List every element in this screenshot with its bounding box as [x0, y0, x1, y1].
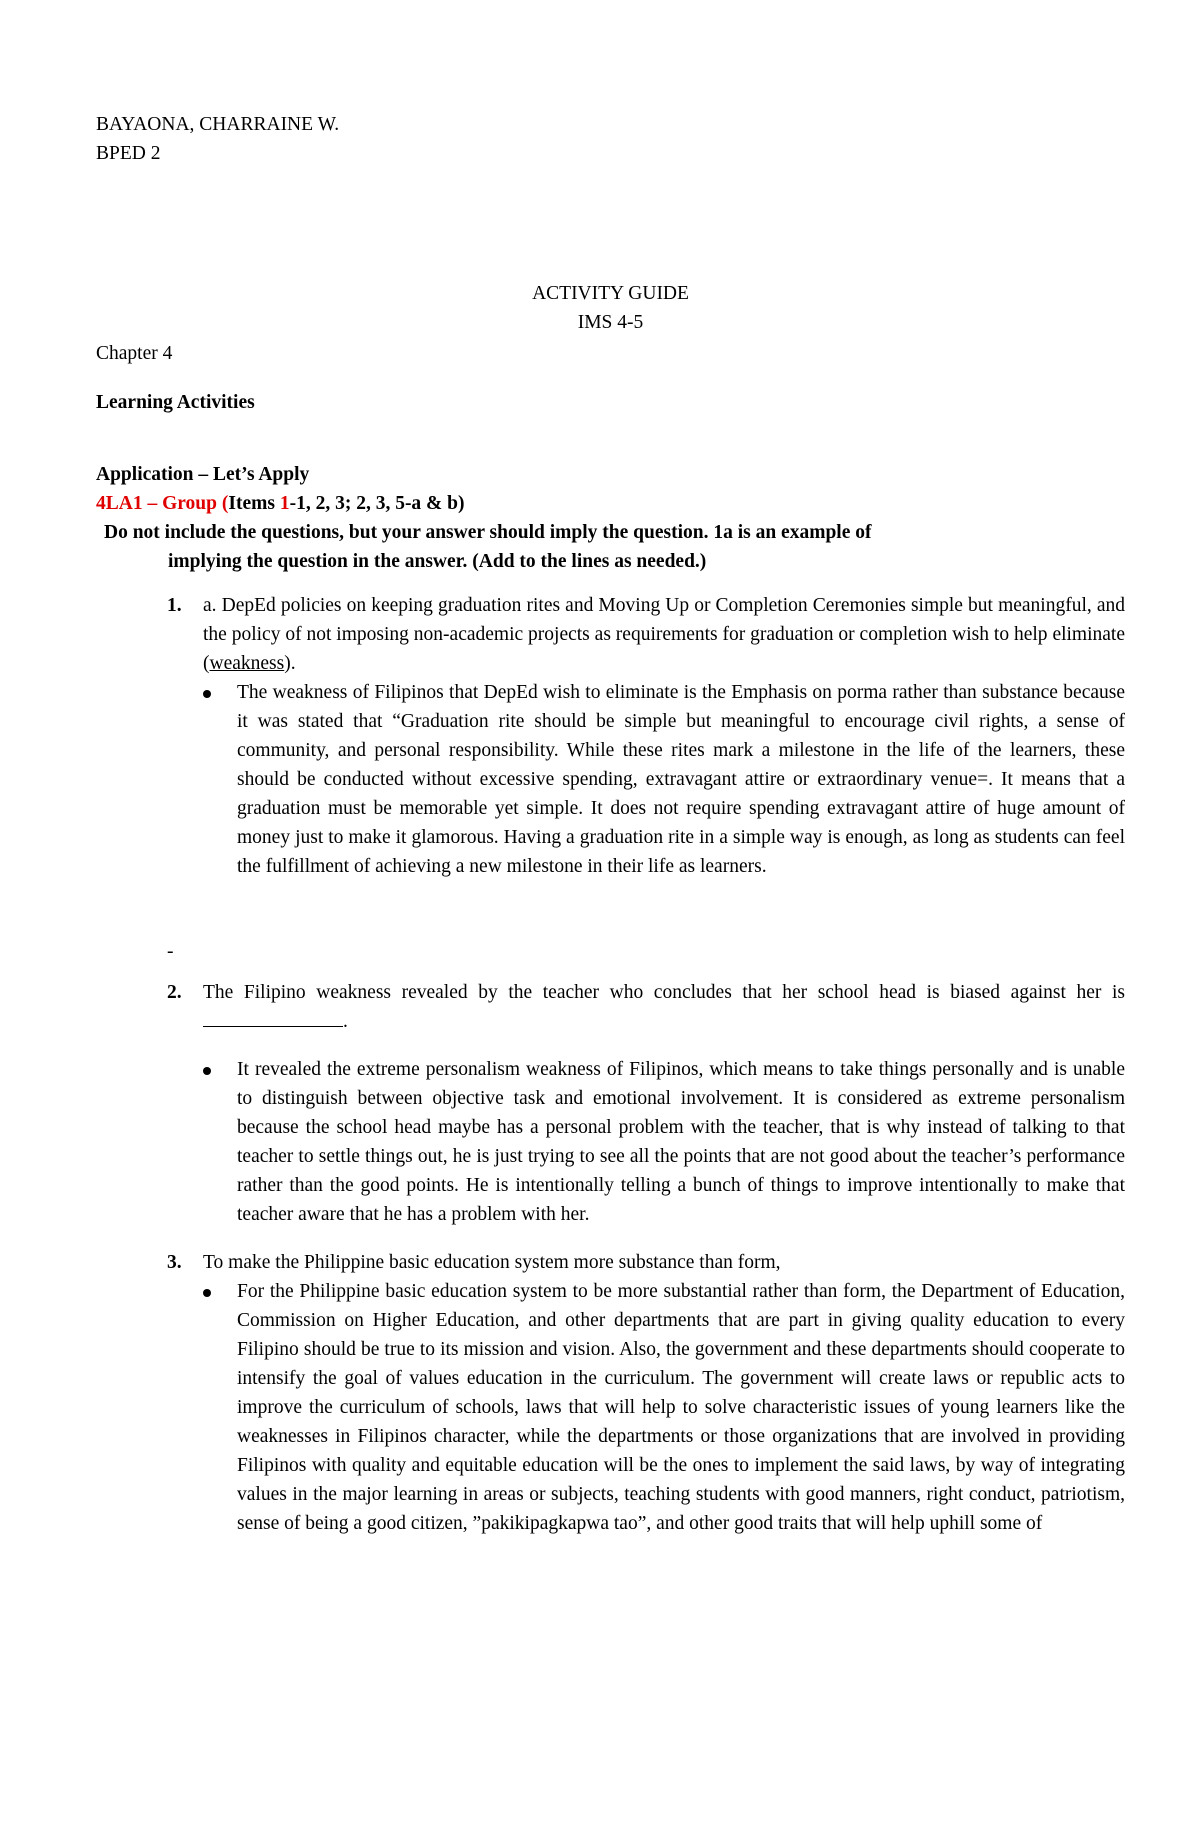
question-text: The Filipino weakness revealed by the teacher who concludes that her school head is biased against her is	[203, 982, 1125, 1003]
group-label: 4LA1 – Group (	[96, 493, 229, 514]
question-item	[96, 978, 1125, 1036]
answer-text: The weakness of Filipinos that DepEd wish to eliminate is the Emphasis on porma rather than substance because it was stated that “Graduation rite should be simple but meaningful to encourage civil rights, a sense of community, and personal responsibility. While these rites mark a milestone in the life of the learners, these should be conducted without excessive spending, extravagant attire or extraordinary venue=. It means that a graduation must be memorable yet simple. It does not require spending extravagant attire of huge amount of money just to make it glamorous. Having a graduation rite in a simple way is enough, as long as students can feel the fulfillment of achieving a new milestone in their life as learners.	[237, 682, 1125, 877]
items-label: Items	[228, 493, 280, 514]
items-highlight: 1	[279, 493, 290, 514]
bullet-icon	[203, 690, 211, 698]
instruction-line-2: implying the question in the answer. (Add to the lines as needed.)	[168, 551, 707, 572]
question-text: To make the Philippine basic education system more substance than form,	[203, 1252, 781, 1273]
student-name: BAYAONA, CHARRAINE W.	[96, 114, 340, 135]
items-rest: -1, 2, 3; 2, 3, 5-a & b)	[289, 493, 465, 514]
question-list	[96, 591, 1125, 678]
question-item	[96, 1248, 1125, 1277]
dash-marker: -	[167, 941, 174, 962]
question-underlined: weakness	[209, 653, 285, 674]
instruction-line-1: Do not include the questions, but your answer should imply the question. 1a is an example of	[104, 522, 872, 543]
section-heading: Learning Activities	[96, 392, 255, 413]
question-text-end: .	[343, 1011, 348, 1032]
chapter-label: Chapter 4	[96, 343, 173, 364]
question-list	[96, 978, 1125, 1036]
bullet-icon	[203, 1067, 211, 1075]
group-line	[96, 489, 1125, 518]
question-text: a. DepEd policies on keeping graduation rites and Moving Up or Completion Ceremonies simple but meaningful, and the policy of not imposing non-academic projects as requirements for graduation or completion wish to help eliminate (	[203, 595, 1125, 674]
answer-text: For the Philippine basic education system to be more substantial rather than form, the Department of Education, Commission on Higher Education, and other departments that are part in giving quality education to every Filipino should be true to its mission and vision. Also, the government and these departments should cooperate to intensify the goal of values education in the curriculum. The government will create laws or republic acts to improve the curriculum of schools, laws that will help to solve characteristic issues of young learners like the weaknesses in Filipinos character, while the departments or those organizations that are involved in providing Filipinos with quality and equitable education will be the ones to implement the said laws, by way of integrating values in the major learning in areas or subjects, teaching students with good manners, right conduct, patriotism, sense of being a good citizen, ”pakikipagkapwa tao”, and other good traits that will help uphill some of	[237, 1281, 1125, 1534]
answer-item	[96, 1277, 1125, 1538]
answer-item	[96, 678, 1125, 881]
question-number: 2.	[167, 982, 182, 1003]
student-course: BPED 2	[96, 143, 161, 164]
document-title: ACTIVITY GUIDE	[532, 283, 689, 304]
question-number: 3.	[167, 1252, 182, 1273]
answer-item	[96, 1055, 1125, 1229]
answer-blank	[203, 1008, 343, 1027]
answer-list	[96, 1277, 1125, 1538]
question-text-end: ).	[284, 653, 296, 674]
answer-text: It revealed the extreme personalism weakness of Filipinos, which means to take things personally and is unable to distinguish between objective task and emotional involvement. It is considered as extreme personalism because the school head maybe has a personal problem with the teacher, that is why instead of talking to that teacher to settle things out, he is just trying to see all the points that are not good about the teacher’s performance rather than the good points. He is intentionally telling a bunch of things to improve intentionally to make that teacher aware that he has a problem with her.	[237, 1059, 1125, 1225]
question-number: 1.	[167, 595, 182, 616]
question-list	[96, 1248, 1125, 1277]
bullet-icon	[203, 1289, 211, 1297]
question-item	[96, 591, 1125, 678]
subsection-heading: Application – Let’s Apply	[96, 464, 310, 485]
document-subtitle: IMS 4-5	[577, 312, 644, 333]
answer-list	[96, 678, 1125, 881]
answer-list	[96, 1055, 1125, 1229]
